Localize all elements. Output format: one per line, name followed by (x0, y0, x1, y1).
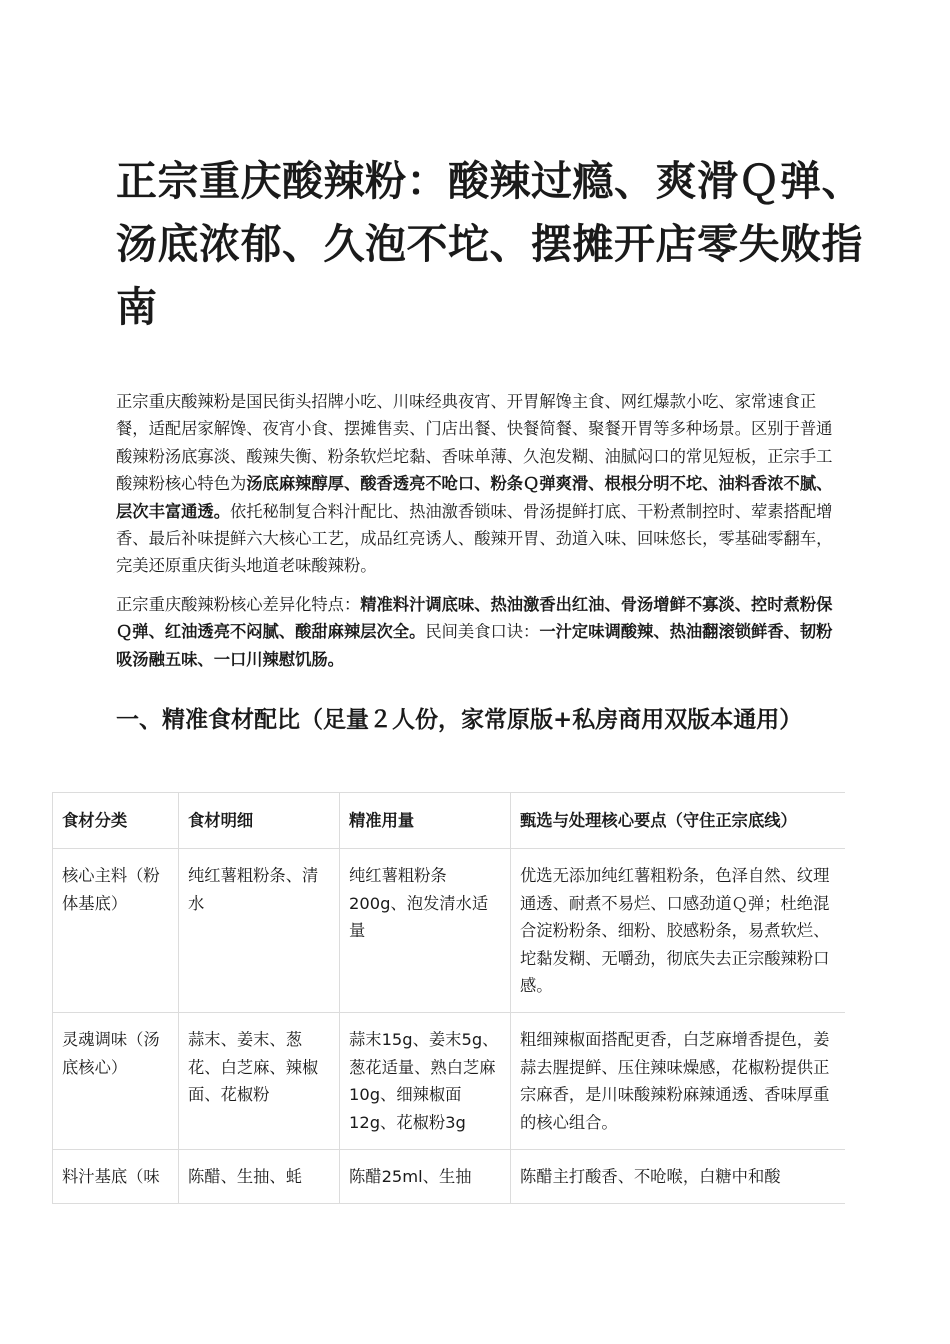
table-cell-items: 陈醋、生抽、蚝 (179, 1150, 340, 1204)
table-header-cell: 食材明细 (179, 793, 340, 849)
table-cell-notes: 陈醋主打酸香、不呛喉，白糖中和酸 (511, 1150, 846, 1204)
document-title: 正宗重庆酸辣粉：酸辣过瘾、爽滑Ｑ弹、汤底浓郁、久泡不坨、摆摊开店零失败指南 (116, 157, 863, 331)
table-cell-category: 料汁基底（味 (53, 1150, 179, 1204)
ingredients-table (52, 792, 845, 1204)
table-cell-items: 蒜末、姜末、葱花、白芝麻、辣椒面、花椒粉 (179, 1013, 340, 1150)
features-mid: 民间美食口诀： (425, 622, 540, 642)
section-heading: 一、精准食材配比（足量２人份，家常原版+私房商用双版本通用） (116, 707, 803, 733)
features-highlight-1: 精准料汁调底味、热油激香出红油、骨汤增鲜不寡淡、控时煮粉保Ｑ弹、红油透亮不闷腻、酸甜麻辣层次全。 (116, 595, 833, 642)
table-header-cell: 甄选与处理核心要点（守住正宗底线） (511, 793, 846, 849)
table-cell-category: 核心主料（粉体基底） (53, 849, 179, 1013)
table-header-cell: 食材分类 (53, 793, 179, 849)
table-cell-notes: 优选无添加纯红薯粗粉条，色泽自然、纹理通透、耐煮不易烂、口感劲道Ｑ弹；杜绝混合淀粉粉条、细粉、胶感粉条，易煮软烂、坨黏发糊、无嚼劲，彻底失去正宗酸辣粉口感。 (511, 849, 846, 1013)
table-header-cell: 精准用量 (340, 793, 511, 849)
features-highlight-2: 一汁定味调酸辣、热油翻滚锁鲜香、韧粉吸汤融五味、一口川辣慰饥肠。 (116, 622, 833, 669)
intro-text-1: 正宗重庆酸辣粉是国民街头招牌小吃、川味经典夜宵、开胃解馋主食、网红爆款小吃、家常速食正餐，适配居家解馋、夜宵小食、摆摊售卖、门店出餐、快餐简餐、聚餐开胃等多种场景。区别于普通酸辣粉汤底寡淡、酸辣失衡、粉条软烂坨黏、香味单薄、久泡发糊、油腻闷口的常见短板，正宗手工酸辣粉核心特色为 (116, 392, 833, 494)
table-row (53, 1150, 846, 1204)
table-header-row (53, 793, 846, 849)
table-cell-amount: 纯红薯粗粉条200g、泡发清水适量 (340, 849, 511, 1013)
table-cell-amount: 陈醋25ml、生抽 (340, 1150, 511, 1204)
table-cell-notes: 粗细辣椒面搭配更香，白芝麻增香提色，姜蒜去腥提鲜、压住辣味燥感，花椒粉提供正宗麻香，是川味酸辣粉麻辣通透、香味厚重的核心组合。 (511, 1013, 846, 1150)
intro-highlight: 汤底麻辣醇厚、酸香透亮不呛口、粉条Ｑ弹爽滑、根根分明不坨、油料香浓不腻、层次丰富通透。 (116, 474, 833, 521)
ingredients-table-container (52, 792, 845, 1216)
intro-paragraph (116, 388, 842, 580)
table-row (53, 1013, 846, 1150)
features-paragraph (116, 591, 842, 673)
table-cell-amount: 蒜末15g、姜末5g、葱花适量、熟白芝麻10g、细辣椒面12g、花椒粉3g (340, 1013, 511, 1150)
intro-text-2: 依托秘制复合料汁配比、热油激香锁味、骨汤提鲜打底、干粉煮制控时、荤素搭配增香、最后补味提鲜六大核心工艺，成品红亮诱人、酸辣开胃、劲道入味、回味悠长，零基础零翻车，完美还原重庆街头地道老味酸辣粉。 (116, 501, 833, 576)
table-cell-items: 纯红薯粗粉条、清水 (179, 849, 340, 1013)
table-row (53, 849, 846, 1013)
features-lead: 正宗重庆酸辣粉核心差异化特点： (116, 595, 361, 614)
table-cell-category: 灵魂调味（汤底核心） (53, 1013, 179, 1150)
